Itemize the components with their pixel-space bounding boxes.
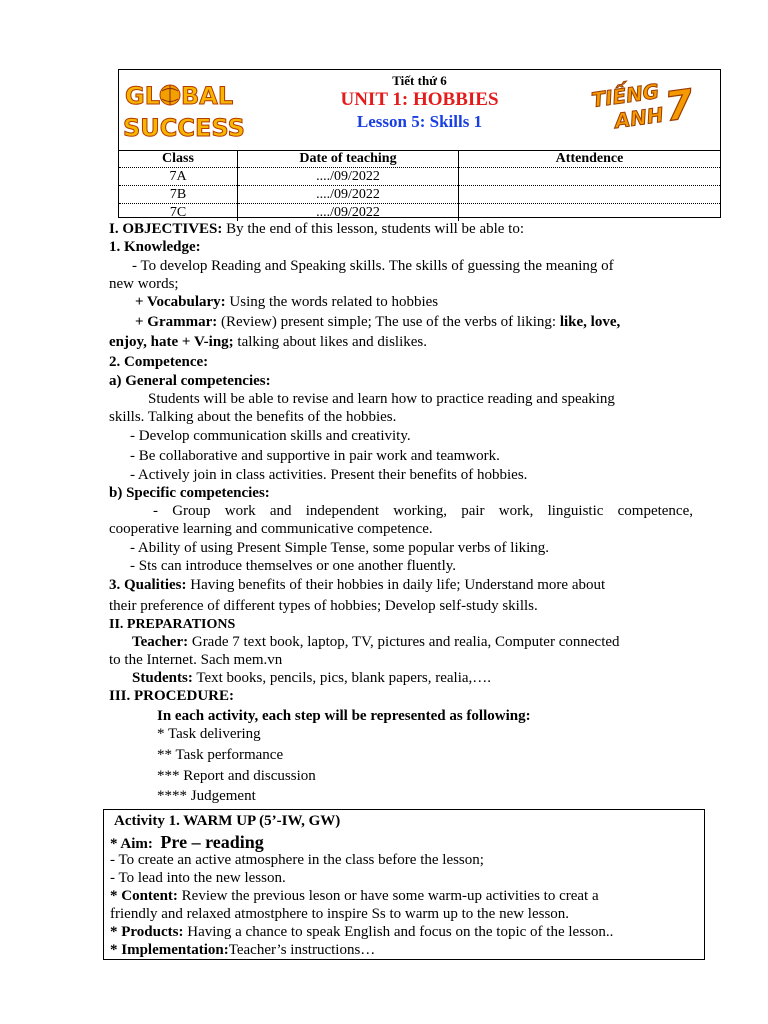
students-text: Text books, pencils, pics, blank papers, realia,…. — [192, 670, 492, 686]
attendence-cell — [459, 168, 721, 186]
list-item: - To create an active atmosphere in the class before the lesson; — [110, 852, 484, 868]
general-competencies-text: Students will be able to revise and learn how to practice reading and speaking — [148, 391, 615, 407]
content-line-cont: friendly and relaxed atmostphere to inspire Ss to warm up to the new lesson. — [110, 906, 570, 922]
content-line — [110, 887, 599, 905]
grammar-text-cont: talking about likes and dislikes. — [233, 334, 427, 350]
table-row — [119, 204, 720, 222]
implementation-line — [110, 941, 375, 959]
table-header-row — [119, 150, 720, 168]
preparations-heading: II. PREPARATIONS — [109, 617, 236, 632]
list-item: **** Judgement — [157, 788, 256, 804]
list-item: - Be collaborative and supportive in pair work and teamwork. — [130, 448, 500, 464]
grammar-label: + Grammar: — [135, 314, 218, 330]
date-cell: ..../09/2022 — [238, 186, 459, 204]
list-item: * Task delivering — [157, 726, 261, 742]
products-text: Having a chance to speak English and focus on the topic of the lesson.. — [183, 924, 614, 940]
aim-label: * Aim: — [110, 836, 153, 852]
lesson-title: Lesson 5: Skills 1 — [356, 112, 483, 131]
date-cell: ..../09/2022 — [238, 204, 459, 222]
qualities-line-cont: their preference of different types of hobbies; Develop self-study skills. — [109, 598, 538, 614]
vocabulary-text: Using the words related to hobbies — [225, 294, 439, 310]
general-competencies-text-cont: skills. Talking about the benefits of the hobbies. — [109, 409, 397, 425]
table-row — [119, 168, 720, 186]
grammar-text: (Review) present simple; The use of the verbs of liking: — [217, 314, 560, 330]
vocabulary-label: + Vocabulary: — [135, 294, 226, 310]
vocabulary-line — [135, 293, 438, 311]
unit-title: UNIT 1: HOBBIES — [340, 89, 499, 110]
knowledge-line-cont: new words; — [109, 276, 179, 292]
svg-text:GL: GL — [125, 82, 160, 110]
grammar-line — [135, 313, 620, 331]
activity-box — [103, 809, 705, 960]
products-label: * Products: — [110, 924, 184, 940]
column-header-class: Class — [162, 150, 194, 166]
class-cell: 7B — [119, 186, 238, 204]
qualities-label: 3. Qualities: — [109, 577, 187, 593]
specific-competencies-text-cont: cooperative learning and communicative competence. — [109, 521, 433, 537]
specific-competencies-text: - Group work and independent working, pair work, linguistic competence, — [153, 503, 693, 519]
class-cell: 7A — [119, 168, 238, 186]
aim-value: Pre – reading — [160, 832, 264, 852]
svg-text:SUCCESS: SUCCESS — [123, 114, 245, 142]
column-header-attendence: Attendence — [459, 150, 721, 168]
svg-text:BAL: BAL — [181, 82, 234, 110]
activity-title: Activity 1. WARM UP (5’-IW, GW) — [114, 813, 341, 829]
grammar-line-cont — [109, 333, 427, 351]
general-competencies-heading: a) General competencies: — [109, 373, 271, 389]
class-cell: 7C — [119, 204, 238, 222]
svg-text:TIẾNG: TIẾNG — [590, 78, 661, 113]
objectives-line — [109, 220, 524, 238]
list-item: ** Task performance — [157, 747, 284, 763]
objectives-intro: By the end of this lesson, students will be able to: — [222, 221, 525, 237]
svg-text:7: 7 — [662, 81, 697, 131]
grammar-verbs: like, love, — [559, 314, 621, 330]
teacher-text: Grade 7 text book, laptop, TV, pictures and realia, Computer connected — [188, 634, 620, 650]
attendence-cell — [459, 204, 721, 222]
implementation-label: * Implementation: — [110, 942, 229, 958]
objectives-heading: I. OBJECTIVES: — [109, 221, 223, 237]
teacher-label: Teacher: — [132, 634, 189, 650]
knowledge-heading: 1. Knowledge: — [109, 239, 201, 255]
period-label: Tiết thứ 6 — [392, 73, 447, 88]
tieng-anh-7-logo — [589, 76, 699, 134]
class-schedule-table — [119, 150, 720, 221]
knowledge-line: - To develop Reading and Speaking skills. The skills of guessing the meaning of — [132, 258, 614, 274]
list-item: - To lead into the new lesson. — [110, 870, 286, 886]
date-cell: ..../09/2022 — [238, 168, 459, 186]
list-item: - Ability of using Present Simple Tense, some popular verbs of liking. — [130, 540, 550, 556]
specific-competencies-heading: b) Specific competencies: — [109, 485, 270, 501]
list-item: - Sts can introduce themselves or one another fluently. — [130, 558, 457, 574]
attendence-cell — [459, 186, 721, 204]
content-label: * Content: — [110, 888, 178, 904]
content-text: Review the previous leson or have some warm-up activities to creat a — [177, 888, 599, 904]
qualities-text: Having benefits of their hobbies in daily life; Understand more about — [186, 577, 606, 593]
table-row — [119, 186, 720, 204]
implementation-text: Teacher’s instructions… — [228, 942, 376, 958]
procedure-intro: In each activity, each step will be represented as following: — [157, 708, 531, 724]
teacher-line-cont: to the Internet. Sach mem.vn — [109, 652, 283, 668]
products-line — [110, 923, 613, 941]
lesson-header-table — [118, 69, 721, 218]
column-header-date: Date of teaching — [238, 150, 459, 168]
list-item: - Actively join in class activities. Present their benefits of hobbies. — [130, 467, 528, 483]
grammar-verbs-cont: enjoy, hate + V-ing; — [109, 334, 234, 350]
students-label: Students: — [132, 670, 193, 686]
svg-text:ANH: ANH — [613, 102, 665, 134]
teacher-line — [132, 633, 620, 651]
list-item: - Develop communication skills and creativity. — [130, 428, 411, 444]
competence-heading: 2. Competence: — [109, 354, 209, 370]
qualities-line — [109, 576, 605, 594]
students-line — [132, 669, 491, 687]
procedure-heading: III. PROCEDURE: — [109, 688, 235, 704]
header-title-cell — [119, 70, 720, 151]
list-item: *** Report and discussion — [157, 768, 316, 784]
